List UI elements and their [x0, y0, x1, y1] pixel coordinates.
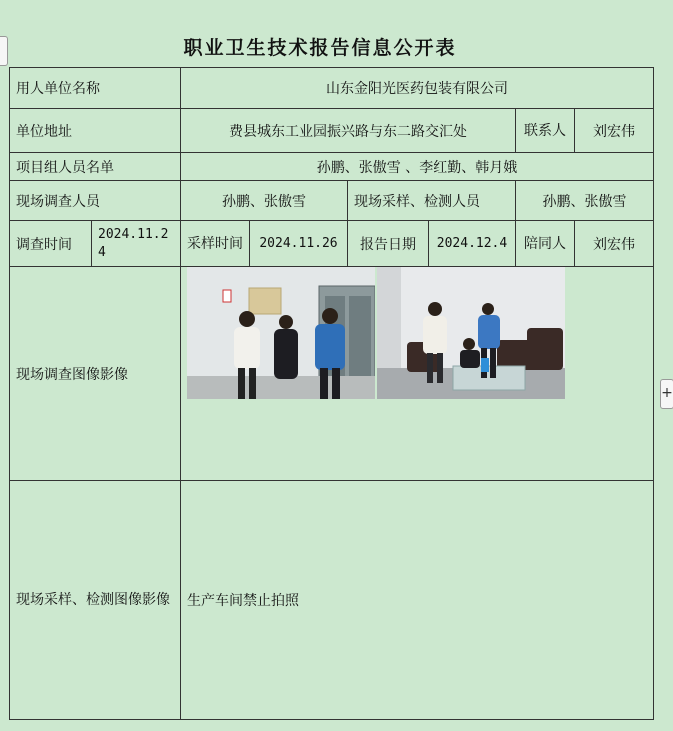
photo-entrance-illustration [187, 267, 375, 400]
survey-photos [187, 267, 647, 400]
expand-side-button[interactable]: + [660, 379, 673, 409]
contact-label: 联系人 [516, 109, 575, 153]
sampling-staff-label: 现场采样、检测人员 [348, 181, 516, 221]
sampling-time-label: 采样时间 [181, 221, 250, 267]
survey-images-label: 现场调查图像影像 [10, 267, 181, 481]
team-value: 孙鹏、张傲雪 、李红勤、韩月娥 [181, 153, 654, 181]
photo-office-illustration [377, 267, 565, 400]
table-row [10, 221, 654, 267]
survey-staff-value: 孙鹏、张傲雪 [181, 181, 348, 221]
table-row [10, 267, 654, 481]
survey-staff-label: 现场调查人员 [10, 181, 181, 221]
table-row [10, 68, 654, 109]
table-row [10, 481, 654, 720]
table-row [10, 109, 654, 153]
sampling-staff-value: 孙鹏、张傲雪 [516, 181, 654, 221]
address-label: 单位地址 [10, 109, 181, 153]
sampling-images-label: 现场采样、检测图像影像 [10, 481, 181, 720]
address-value: 费县城东工业园振兴路与东二路交汇处 [181, 109, 516, 153]
survey-images-cell [181, 267, 654, 481]
sampling-time-value: 2024.11.26 [250, 221, 348, 267]
survey-time-value: 2024.11.24 [92, 221, 181, 267]
survey-photo-office[interactable] [377, 267, 565, 400]
table-row [10, 181, 654, 221]
employer-label: 用人单位名称 [10, 68, 181, 109]
report-date-label: 报告日期 [348, 221, 429, 267]
report-date-value: 2024.12.4 [429, 221, 516, 267]
page-title: 职业卫生技术报告信息公开表 [183, 37, 457, 59]
info-table [9, 67, 654, 720]
survey-photo-entrance[interactable] [187, 267, 375, 400]
accompany-value: 刘宏伟 [575, 221, 654, 267]
employer-value: 山东金阳光医药包装有限公司 [181, 68, 654, 109]
sampling-images-note: 生产车间禁止拍照 [181, 481, 654, 720]
team-label: 项目组人员名单 [10, 153, 181, 181]
contact-value: 刘宏伟 [575, 109, 654, 153]
accompany-label: 陪同人 [516, 221, 575, 267]
table-row [10, 153, 654, 181]
survey-time-label: 调查时间 [10, 221, 92, 267]
